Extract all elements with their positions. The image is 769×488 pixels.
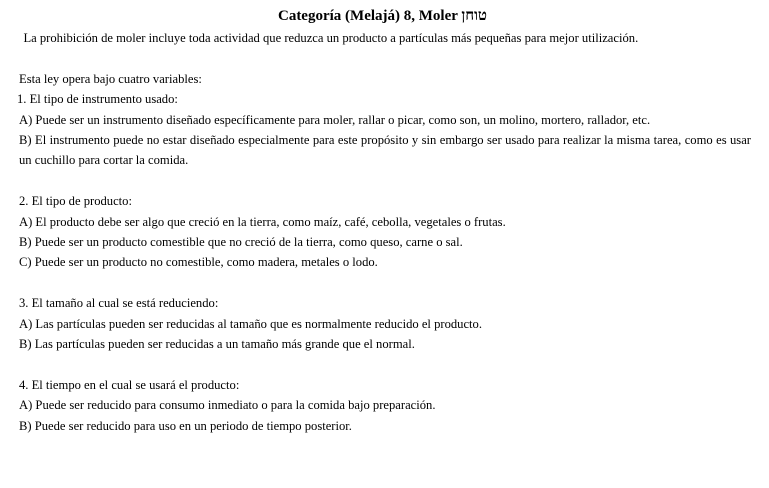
title-text: Categoría (Melajá) 8, Moler bbox=[277, 8, 458, 24]
spacer bbox=[14, 171, 751, 191]
variables-intro: Esta ley opera bajo cuatro variables: bbox=[19, 71, 202, 86]
intro-paragraph bbox=[14, 28, 751, 48]
section-heading: 2. El tipo de producto: bbox=[19, 194, 132, 209]
section-item: A) Puede ser reducido para consumo inmediato o para la comida bajo preparación. bbox=[19, 398, 436, 413]
section-item: B) El instrumento puede no estar diseñado especialmente para este propósito y sin embargo ser usado para realizar la misma tarea, como es usar un cuchillo para cortar la comida. bbox=[19, 133, 751, 168]
spacer bbox=[14, 48, 751, 68]
section-item: A) Puede ser un instrumento diseñado específicamente para moler, rallar o picar, como son, un molino, mortero, rallador, etc. bbox=[19, 112, 651, 127]
page-title bbox=[14, 6, 751, 26]
spacer bbox=[14, 354, 751, 374]
title-hebrew: טוחן bbox=[461, 8, 487, 24]
section-heading: 3. El tamaño al cual se está reduciendo: bbox=[19, 296, 219, 311]
section-item: B) Puede ser un producto comestible que no creció de la tierra, como queso, carne o sal. bbox=[19, 235, 463, 250]
intro-text: La prohibición de moler incluye toda actividad que reduzca un producto a partículas más pequeñas para mejor utilización. bbox=[23, 31, 639, 45]
section-item: B) Puede ser reducido para uso en un periodo de tiempo posterior. bbox=[19, 418, 352, 433]
section-item: A) El producto debe ser algo que creció en la tierra, como maíz, café, cebolla, vegetales o frutas. bbox=[19, 214, 506, 229]
document-page bbox=[14, 6, 751, 436]
section-heading: 4. El tiempo en el cual se usará el producto: bbox=[19, 377, 240, 392]
section-item: A) Las partículas pueden ser reducidas al tamaño que es normalmente reducido el producto. bbox=[19, 316, 482, 331]
spacer bbox=[14, 273, 751, 293]
section-item: B) Las partículas pueden ser reducidas a un tamaño más grande que el normal. bbox=[19, 337, 415, 352]
section-heading: 1. El tipo de instrumento usado: bbox=[17, 92, 178, 107]
section-item: C) Puede ser un producto no comestible, como madera, metales o lodo. bbox=[19, 255, 378, 270]
